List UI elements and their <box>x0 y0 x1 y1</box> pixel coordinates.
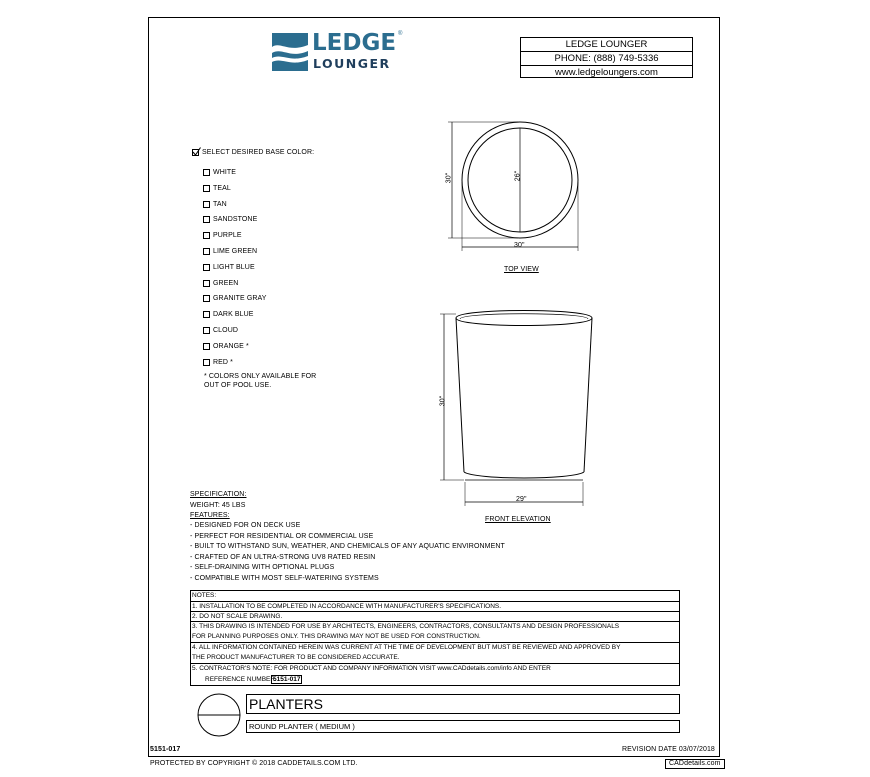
color-checkbox[interactable] <box>203 311 210 318</box>
color-option-label: SANDSTONE <box>213 216 258 224</box>
planter-rim <box>456 311 592 326</box>
color-checkbox[interactable] <box>203 280 210 287</box>
brand-logo <box>270 31 410 75</box>
color-checkbox[interactable] <box>203 248 210 255</box>
note-item: THE PRODUCT MANUFACTURER TO BE CONSIDERED ACCURATE. <box>192 654 400 661</box>
color-checkbox[interactable] <box>203 216 210 223</box>
color-checkbox[interactable] <box>203 359 210 366</box>
color-checkbox[interactable] <box>203 185 210 192</box>
color-checkbox[interactable] <box>203 327 210 334</box>
color-option-label: CLOUD <box>213 327 239 334</box>
color-option-label: ORANGE * <box>213 342 249 350</box>
color-checkbox[interactable] <box>203 201 210 208</box>
revision-date: REVISION DATE 03/07/2018 <box>622 746 715 753</box>
color-option-label: PURPLE <box>213 232 242 240</box>
feature-item: - DESIGNED FOR ON DECK USE <box>190 522 301 529</box>
feature-item: - SELF-DRAINING WITH OPTIONAL PLUGS <box>190 564 335 572</box>
reference-label: REFERENCE NUMBER <box>205 676 276 683</box>
registered-mark: ® <box>398 31 403 37</box>
company-phone: PHONE: (888) 749-5336 <box>521 52 692 66</box>
front-elevation-drawing <box>436 300 596 512</box>
features-heading: FEATURES: <box>190 512 230 519</box>
color-option-label: TAN <box>213 200 227 208</box>
note-item: 4. ALL INFORMATION CONTAINED HEREIN WAS CURRENT AT THE TIME OF DEVELOPMENT BUT MUST BE REVIEWED AND APPROVED BY <box>192 644 621 651</box>
color-option-label: TEAL <box>213 184 231 192</box>
color-option-label: GRANITE GRAY <box>213 295 267 303</box>
title-box <box>246 694 680 714</box>
planter-base <box>464 472 584 478</box>
note-item: 3. THIS DRAWING IS INTENDED FOR USE BY ARCHITECTS, ENGINEERS, CONTRACTORS, CONSULTANTS AND DESIGN PROFESSIONALS <box>192 623 620 630</box>
subtitle-box <box>246 720 680 733</box>
spec-heading: SPECIFICATION: <box>190 491 247 498</box>
title-block-circle <box>196 692 242 738</box>
front-elevation-caption: FRONT ELEVATION <box>485 516 551 523</box>
title-text: PLANTERS <box>249 696 323 712</box>
note-item: 1. INSTALLATION TO BE COMPLETED IN ACCORDANCE WITH MANUFACTURER'S SPECIFICATIONS. <box>192 603 502 610</box>
select-check-icon <box>192 149 199 156</box>
company-website[interactable]: www.ledgeloungers.com <box>555 67 658 78</box>
color-checkbox[interactable] <box>203 232 210 239</box>
front-base-dim: 29" <box>516 496 527 503</box>
feature-item: - CRAFTED OF AN ULTRA-STRONG UV8 RATED RESIN <box>190 553 376 561</box>
notes-heading: NOTES: <box>192 592 217 599</box>
feature-item: - COMPATIBLE WITH MOST SELF-WATERING SYSTEMS <box>190 575 379 582</box>
drawing-number: 5151-017 <box>150 746 181 753</box>
color-checkbox[interactable] <box>203 264 210 271</box>
company-info <box>520 37 693 78</box>
top-view-width-dim: 30" <box>514 242 525 249</box>
note-item: FOR PLANNING PURPOSES ONLY. THIS DRAWING MAY NOT BE USED FOR CONSTRUCTION. <box>192 633 481 640</box>
color-footnote-2: OUT OF POOL USE. <box>204 382 272 389</box>
note-item: 2. DO NOT SCALE DRAWING. <box>192 613 283 620</box>
color-option-label: WHITE <box>213 169 237 176</box>
note-item: 5. CONTRACTOR'S NOTE: FOR PRODUCT AND COMPANY INFORMATION VISIT www.CADdetails.com/info AND ENTER <box>192 665 551 672</box>
feature-item: - BUILT TO WITHSTAND SUN, WEATHER, AND CHEMICALS OF ANY AQUATIC ENVIRONMENT <box>190 543 505 551</box>
color-header: SELECT DESIRED BASE COLOR: <box>202 149 315 156</box>
top-view-drawing <box>440 110 590 278</box>
brand-name-line1: LEDGE <box>312 30 397 56</box>
front-height-dim: 30" <box>439 395 447 407</box>
caddetails-link[interactable]: CADdetails.com <box>665 759 725 769</box>
company-name: LEDGE LOUNGER <box>521 38 692 52</box>
color-option-label: GREEN <box>213 279 239 287</box>
color-checkbox[interactable] <box>203 169 210 176</box>
reference-number: 5151-017 <box>273 676 301 683</box>
color-option-label: RED * <box>213 358 233 366</box>
top-view-height-dim: 30" <box>445 172 453 184</box>
top-view-caption: TOP VIEW <box>504 266 539 273</box>
top-view-inner-dim: 26" <box>514 170 522 182</box>
subtitle-text: ROUND PLANTER ( MEDIUM ) <box>249 722 355 731</box>
color-option-label: DARK BLUE <box>213 311 254 319</box>
spec-weight: WEIGHT: 45 LBS <box>190 502 246 509</box>
color-option-label: LIGHT BLUE <box>213 263 255 271</box>
color-checkbox[interactable] <box>203 343 210 350</box>
copyright-text: PROTECTED BY COPYRIGHT © 2018 CADDETAILS.COM LTD. <box>150 760 358 767</box>
notes-box <box>190 590 680 686</box>
color-option-label: LIME GREEN <box>213 248 258 255</box>
feature-item: - PERFECT FOR RESIDENTIAL OR COMMERCIAL USE <box>190 532 374 540</box>
color-footnote-1: * COLORS ONLY AVAILABLE FOR <box>204 373 317 380</box>
color-checkbox[interactable] <box>203 295 210 302</box>
brand-name-line2: LOUNGER <box>313 56 391 71</box>
